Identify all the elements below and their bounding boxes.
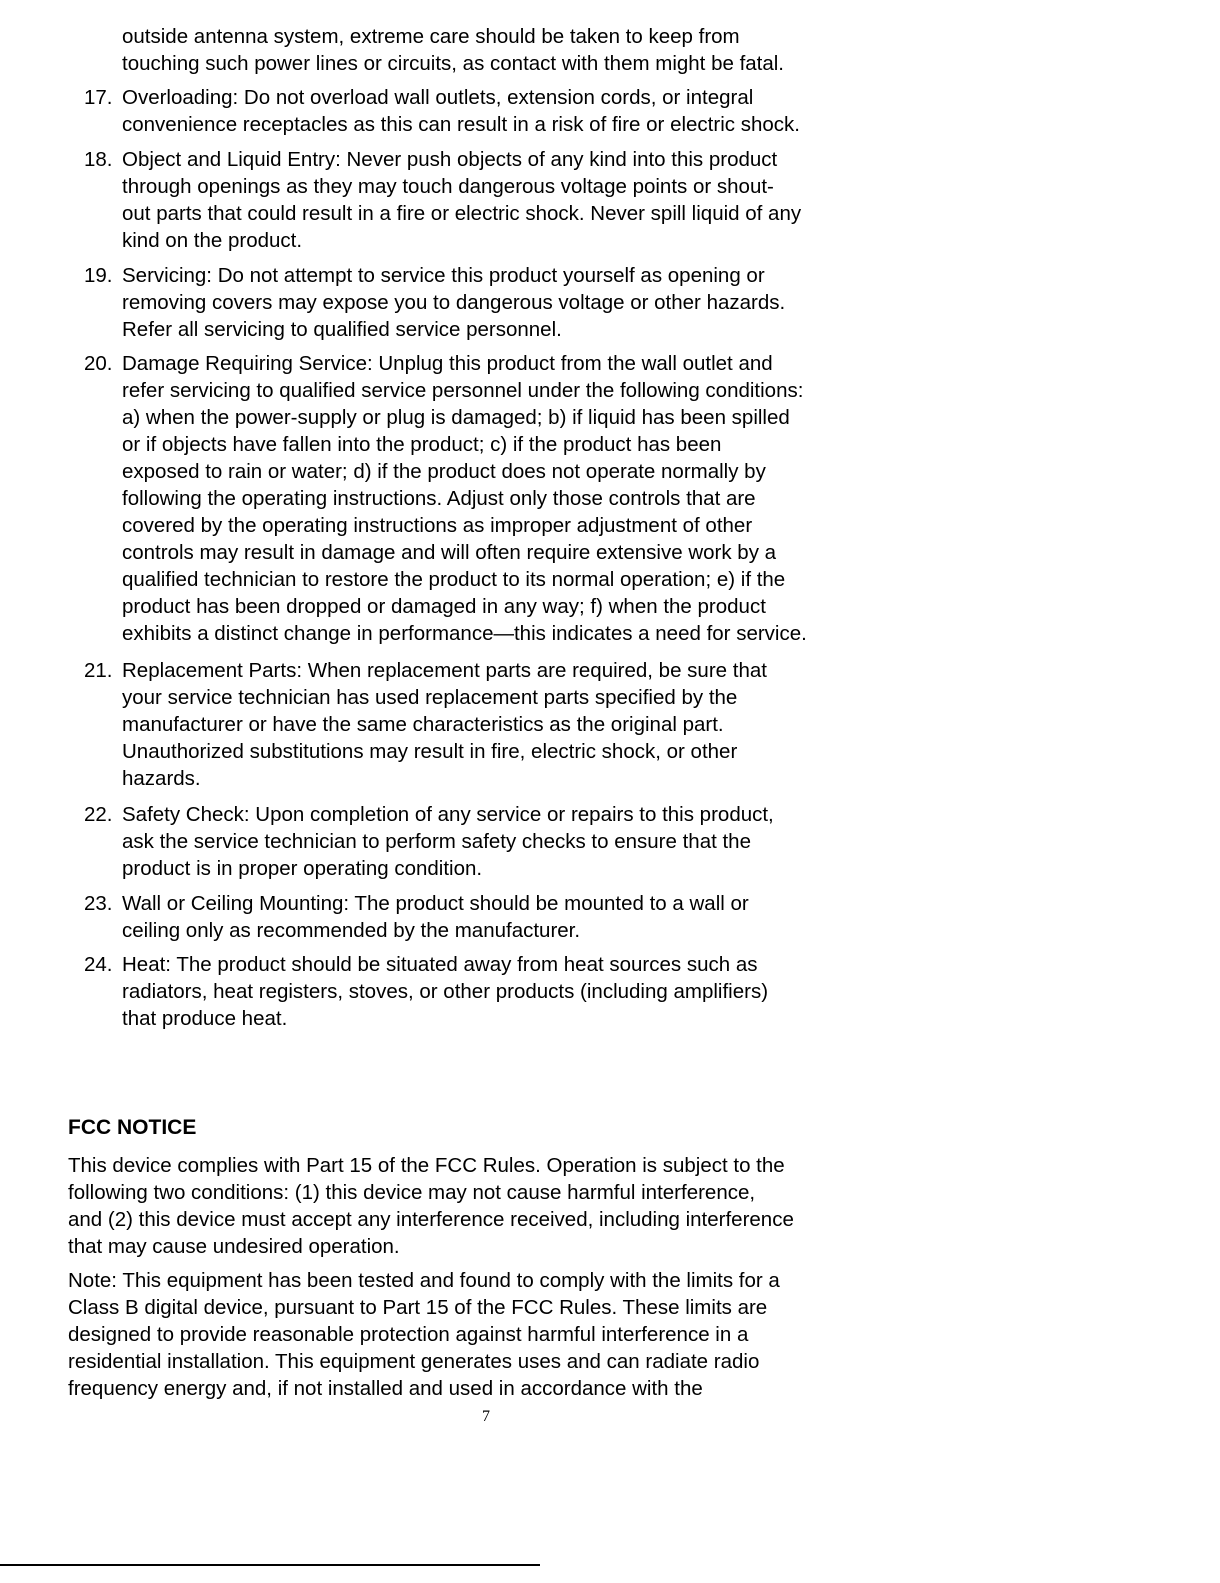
text-line: qualified technician to restore the product to its normal operation; e) if the: [122, 567, 786, 591]
fcc-heading: FCC NOTICE: [68, 1116, 197, 1139]
text-line: your service technician has used replacement parts specified by the: [122, 685, 738, 709]
text-line: that produce heat.: [122, 1006, 288, 1030]
page-number: 7: [482, 1408, 490, 1425]
text-line: outside antenna system, extreme care should be taken to keep from: [122, 24, 740, 48]
text-line: Overloading: Do not overload wall outlets, extension cords, or integral: [122, 85, 754, 109]
text-line: following the operating instructions. Adjust only those controls that are: [122, 486, 756, 510]
text-line: Servicing: Do not attempt to service this product yourself as opening or: [122, 263, 765, 287]
text-line: removing covers may expose you to dangerous voltage or other hazards.: [122, 290, 786, 314]
item-number: 23.: [84, 891, 113, 915]
text-line: Wall or Ceiling Mounting: The product should be mounted to a wall or: [122, 891, 749, 915]
text-line: Refer all servicing to qualified service personnel.: [122, 317, 562, 341]
text-line: residential installation. This equipment generates uses and can radiate radio: [68, 1349, 760, 1373]
text-line: that may cause undesired operation.: [68, 1234, 400, 1258]
text-line: exhibits a distinct change in performance—this indicates a need for service.: [122, 621, 807, 645]
text-line: frequency energy and, if not installed and used in accordance with the: [68, 1376, 703, 1400]
text-line: and (2) this device must accept any interference received, including interference: [68, 1207, 794, 1231]
text-line: exposed to rain or water; d) if the product does not operate normally by: [122, 459, 766, 483]
text-line: Safety Check: Upon completion of any service or repairs to this product,: [122, 802, 774, 826]
item-number: 21.: [84, 658, 113, 682]
text-line: following two conditions: (1) this device may not cause harmful interference,: [68, 1180, 756, 1204]
text-line: a) when the power-supply or plug is damaged; b) if liquid has been spilled: [122, 405, 790, 429]
text-line: product has been dropped or damaged in any way; f) when the product: [122, 594, 766, 618]
item-number: 18.: [84, 147, 113, 171]
item-number: 22.: [84, 802, 113, 826]
text-line: covered by the operating instructions as improper adjustment of other: [122, 513, 753, 537]
text-line: refer servicing to qualified service personnel under the following conditions:: [122, 378, 804, 402]
footer-rule: [0, 1564, 540, 1566]
text-line: Note: This equipment has been tested and found to comply with the limits for a: [68, 1268, 780, 1292]
text-line: hazards.: [122, 766, 201, 790]
text-line: manufacturer or have the same characteristics as the original part.: [122, 712, 724, 736]
text-line: Replacement Parts: When replacement parts are required, be sure that: [122, 658, 767, 682]
text-line: Object and Liquid Entry: Never push objects of any kind into this product: [122, 147, 778, 171]
text-line: touching such power lines or circuits, as contact with them might be fatal.: [122, 51, 785, 75]
text-line: controls may result in damage and will often require extensive work by a: [122, 540, 777, 564]
text-line: out parts that could result in a fire or electric shock. Never spill liquid of any: [122, 201, 802, 225]
text-line: Class B digital device, pursuant to Part 15 of the FCC Rules. These limits are: [68, 1295, 768, 1319]
text-line: radiators, heat registers, stoves, or other products (including amplifiers): [122, 979, 769, 1003]
text-line: ceiling only as recommended by the manufacturer.: [122, 918, 581, 942]
text-line: This device complies with Part 15 of the FCC Rules. Operation is subject to the: [68, 1153, 785, 1177]
text-line: kind on the product.: [122, 228, 303, 252]
item-number: 24.: [84, 952, 113, 976]
item-number: 17.: [84, 85, 113, 109]
text-line: Unauthorized substitutions may result in fire, electric shock, or other: [122, 739, 738, 763]
text-line: designed to provide reasonable protection against harmful interference in a: [68, 1322, 749, 1346]
text-line: convenience receptacles as this can result in a risk of fire or electric shock.: [122, 112, 800, 136]
text-line: or if objects have fallen into the product; c) if the product has been: [122, 432, 722, 456]
text-line: product is in proper operating condition.: [122, 856, 483, 880]
item-number: 20.: [84, 351, 113, 375]
text-line: through openings as they may touch dangerous voltage points or shout-: [122, 174, 774, 198]
item-number: 19.: [84, 263, 113, 287]
text-line: Heat: The product should be situated away from heat sources such as: [122, 952, 758, 976]
text-line: ask the service technician to perform safety checks to ensure that the: [122, 829, 751, 853]
text-line: Damage Requiring Service: Unplug this product from the wall outlet and: [122, 351, 773, 375]
